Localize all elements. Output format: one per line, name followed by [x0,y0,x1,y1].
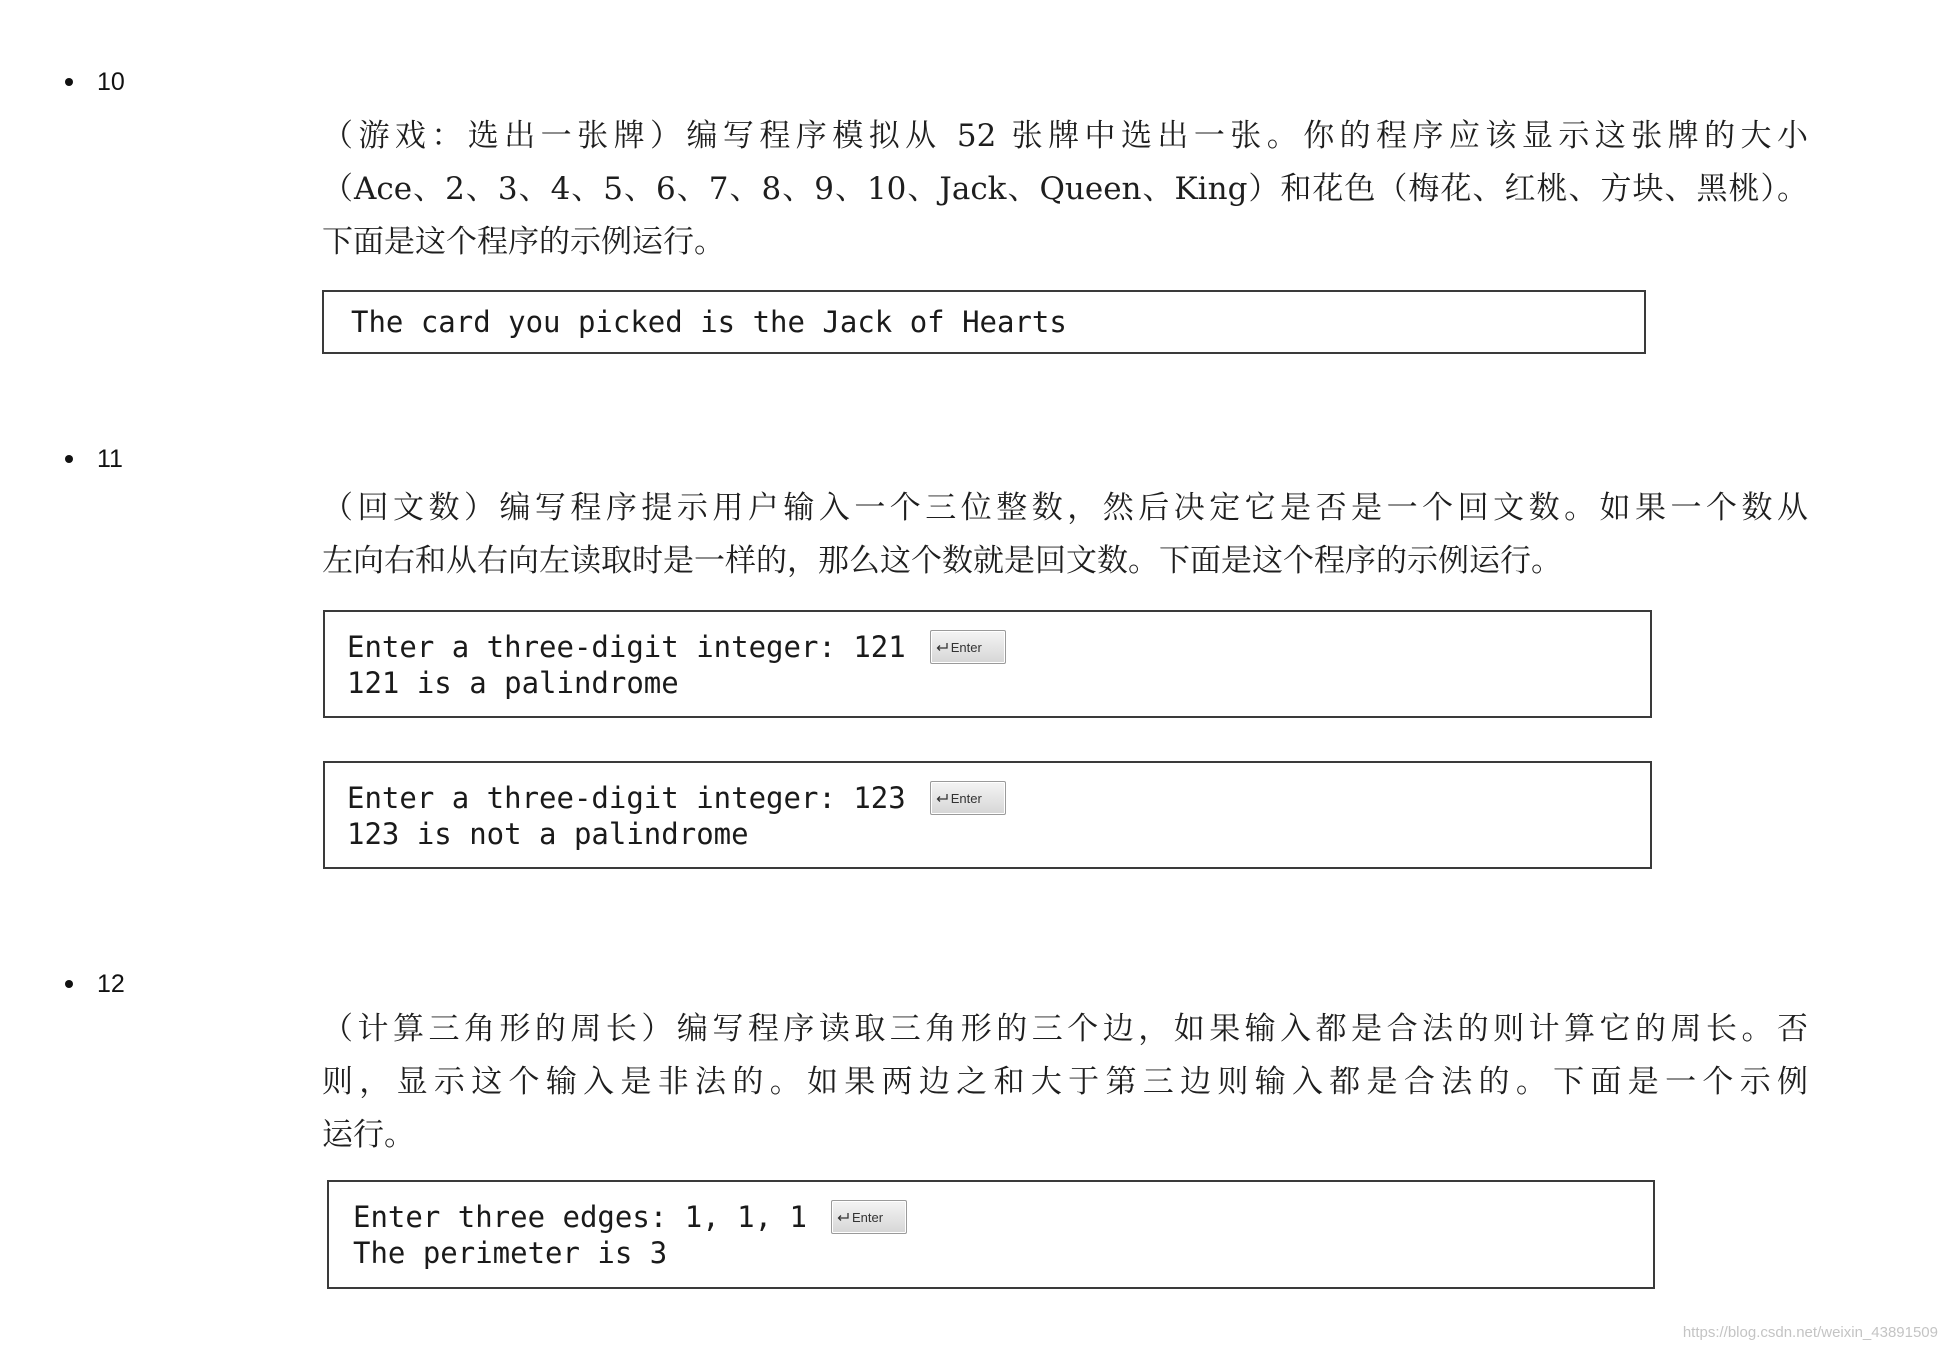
list-item-12 [65,968,125,1000]
list-item-11 [65,443,123,475]
bullet-dot-icon [65,455,73,463]
prompt-line [353,1199,1653,1235]
prompt-text: Enter a three-digit integer: 121 [347,630,906,664]
item-number: 10 [97,68,125,96]
description-line: 左向右和从右向左读取时是一样的，那么这个数就是回文数。下面是这个程序的示例运行。 [322,543,1562,579]
sample-run-box [323,610,1652,718]
description-line: 运行。 [322,1117,415,1153]
description-line: （Ace、2、3、4、5、6、7、8、9、10、Jack、Queen、King）和花色（梅花、红桃、方块、黑桃）。 [322,171,1808,207]
prompt-line [347,629,1650,665]
output-line: 121 is a palindrome [347,666,679,700]
exercise-description [322,1003,1808,1162]
enter-key-label: Enter [950,790,982,806]
prompt-line [347,780,1650,816]
return-arrow-icon [936,793,948,803]
item-number: 11 [97,445,123,473]
description-line: （回文数）编写程序提示用户输入一个三位整数，然后决定它是否是一个回文数。如果一个数从 [322,490,1808,526]
enter-key-badge [930,781,1006,815]
bullet-dot-icon [65,980,73,988]
output-line: The card you picked is the Jack of Hearts [351,305,1067,339]
output-line: The perimeter is 3 [353,1236,668,1270]
prompt-text: Enter a three-digit integer: 123 [347,781,906,815]
item-number: 12 [97,970,125,998]
enter-key-badge [831,1200,907,1234]
enter-key-label: Enter [851,1209,884,1225]
sample-run-box [327,1180,1655,1289]
description-line: 下面是这个程序的示例运行。 [322,224,725,260]
output-line: 123 is not a palindrome [347,817,749,851]
description-line: （计算三角形的周长）编写程序读取三角形的三个边，如果输入都是合法的则计算它的周长。否 [322,1011,1808,1047]
exercise-description [322,482,1808,588]
enter-key-label: Enter [950,639,982,655]
description-line: （游戏：选出一张牌）编写程序模拟从 52 张牌中选出一张。你的程序应该显示这张牌的大小 [322,118,1808,154]
enter-key-badge [930,630,1006,664]
return-arrow-icon [837,1212,849,1222]
list-item-10 [65,66,125,98]
sample-run-box [322,290,1646,354]
bullet-dot-icon [65,78,73,86]
watermark-text: https://blog.csdn.net/weixin_43891509 [1682,1324,1938,1341]
exercise-description [322,110,1808,269]
return-arrow-icon [936,642,948,652]
description-line: 则，显示这个输入是非法的。如果两边之和大于第三边则输入都是合法的。下面是一个示例 [322,1064,1808,1100]
prompt-text: Enter three edges: 1, 1, 1 [353,1200,807,1234]
sample-run-box [323,761,1652,869]
